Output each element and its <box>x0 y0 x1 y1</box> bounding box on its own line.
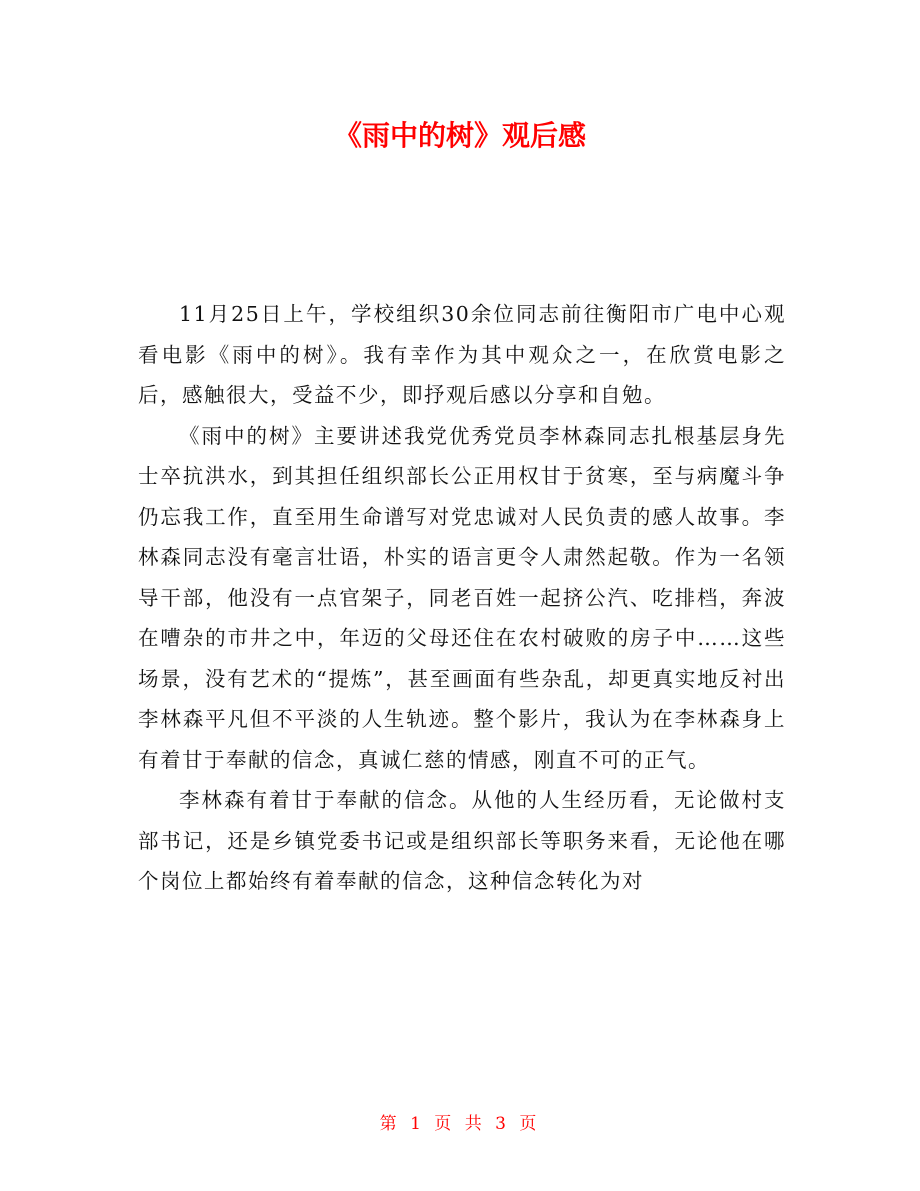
document-body <box>138 294 786 902</box>
page-footer <box>0 1112 920 1136</box>
paragraph: 李林森有着甘于奉献的信念。从他的人生经历看，无论做村支部书记，还是乡镇党委书记或是组织部长等职务来看，无论他在哪个岗位上都始终有着奉献的信念，这种信念转化为对 <box>138 788 786 893</box>
footer-page-number: 1 <box>410 1114 425 1134</box>
paragraph: 11月25日上午，学校组织30余位同志前往衡阳市广电中心观看电影《雨中的树》。我有幸作为其中观众之一，在欣赏电影之后，感触很大，受益不少，即抒观后感以分享和自勉。 <box>138 302 786 407</box>
footer-prefix: 第 <box>379 1114 401 1134</box>
paragraph: 《雨中的树》主要讲述我党优秀党员李林森同志扎根基层身先士卒抗洪水，到其担任组织部长公正用权甘于贫寒，至与病魔斗争仍忘我工作，直至用生命谱写对党忠诚对人民负责的感人故事。李林森同志没有毫言壮语，朴实的语言更令人肃然起敬。作为一名领导干部，他没有一点官架子，同老百姓一起挤公汽、吃排档，奔波在嘈杂的市井之中，年迈的父母还住在农村破败的房子中……这些场景，没有艺术的“提炼”，甚至画面有些杂乱，却更真实地反衬出李林森平凡但不平淡的人生轨迹。整个影片，我认为在李林森身上有着甘于奉献的信念，真诚仁慈的情感，刚直不可的正气。 <box>138 423 786 772</box>
footer-suffix: 页 <box>519 1114 541 1134</box>
footer-middle: 页 共 <box>434 1114 486 1134</box>
document-title: 《雨中的树》观后感 <box>333 119 586 152</box>
footer-total-pages: 3 <box>495 1114 510 1134</box>
